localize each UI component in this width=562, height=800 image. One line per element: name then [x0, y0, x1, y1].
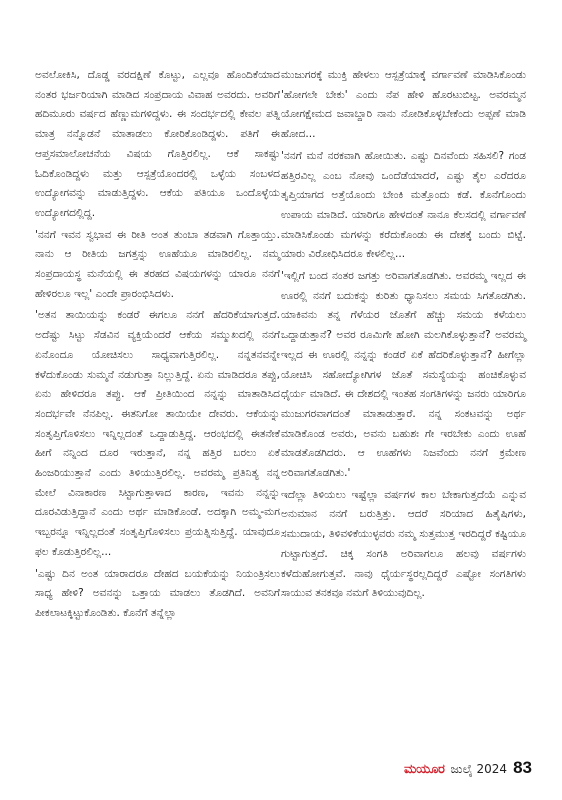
paragraph: 'ಅತನ ತಾಯಿಯನ್ನು ಕಂಡರೆ ಈಗಲೂ ನನಗೆ ಹೆದರಿಕೆಯಾಗುತ್ತದೆ. ಅದೆಷ್ಟು ಸಿಟ್ಟು ಸೆಡವಿನ ವ್ಯಕ್ತಿಯೆಂದರೆ ಆಕೆಯ ಸಮ್ಮುಖದಲ್ಲಿ ನನಗೆ ಏನೊಂದೂ ಯೋಚಿಸಲು ಸಾಧ್ಯವಾಗುತ್ತಿರಲಿಲ್ಲ. ನನ್ನತನವನ್ನೇ ಕಳೆದುಕೊಂಡು ಸುಮ್ಮನೆ ನಡುಗುತ್ತಾ ನಿಲ್ಲುತ್ತಿದ್ದೆ. ಏನು ಮಾಡಿದರೂ ತಪ್ಪು, ಏನು ಹೇಳಿದರೂ ತಪ್ಪು. ಆಕೆ ಪ್ರೀತಿಯಿಂದ ನನ್ನನ್ನು ಮಾತಾಡಿಸಿದ ಸಂದರ್ಭವೇ ನೆನಪಿಲ್ಲ. ಈತನಿಗೋ ತಾಯಿಯೇ ದೇವರು. ಆಕೆಯನ್ನು ಸಂತೃಪ್ತಿಗೊಳಿಸಲು ಇನ್ನಿಲ್ಲದಂತೆ ಒದ್ದಾಡುತ್ತಿದ್ದ. ಆರಂಭದಲ್ಲಿ ಈತನೇಕೆ ಹೀಗೆ ನನ್ನಿಂದ ದೂರ ಇರುತ್ತಾನೆ, ನನ್ನ ಹತ್ತಿರ ಬರಲು ಏಕೆ ಹಿಂಜರಿಯುತ್ತಾನೆ ಎಂದು ತಿಳಿಯುತ್ತಿರಲಿಲ್ಲ. ಅವರಮ್ಮ ಪ್ರತಿನಿತ್ಯ ನನ್ನ ಮೇಲೆ ವಿನಾಕಾರಣ ಸಿಟ್ಟಾಗುತ್ತಾಳಾದ ಕಾರಣ, ಇವನು ನನ್ನನ್ನು ದೂರವಿಡುತ್ತಿದ್ದಾನೆ ಎಂದು ಅರ್ಥ ಮಾಡಿಕೊಂಡೆ. ಅದಕ್ಕಾಗಿ ಅಮ್ಮ-ಮಗ ಇಬ್ಬರನ್ನೂ ಇನ್ನಿಲ್ಲದಂತೆ ಸಂತೃಪ್ತಿಗೊಳಿಸಲು ಪ್ರಯತ್ನಿಸುತ್ತಿದ್ದೆ. ಯಾವುದೂ ಫಲ ಕೊಡುತ್ತಿರಲಿಲ್ಲ... [35, 309, 280, 558]
article-right-column [281, 66, 526, 606]
page-footer [404, 758, 532, 778]
paragraph: 'ನನಗೆ ಮನೆ ನರಕವಾಗಿ ಹೋಯಿತು. ಎಷ್ಟು ದಿನವೆಂದು ಸಹಿಸಲಿ? ಗಂಡ ಹತ್ತಿರವಿಲ್ಲ ಎಂಬ ನೋವು ಒಂದೆಡೆಯಾದರೆ, ಎಷ್ಟು ತೈಲ ಎರೆದರೂ ತೃಪ್ತಿಯಾಗದ ಅತ್ತೆಯೊಂದು ಬೇಂಕಿ ಮತ್ತೊಂದು ಕಡೆ. ಕೊನೆಗೊಂದು ಉಪಾಯ ಮಾಡಿದೆ. ಯಾರಿಗೂ ಹೇಳದಂತೆ ನಾನೂ ಕೆಲಸದಲ್ಲಿ ವರ್ಗಾವಣೆ ಮಾಡಿಸಿಕೊಂಡು ಮಗಳನ್ನು ಕರೆದುಕೊಂಡು ಈ ದೇಶಕ್ಕೆ ಬಂದು ಬಿಟ್ಟೆ. ಯಾರು ವಿರೋಧಿಸಿದರೂ ಕೇಳಲಿಲ್ಲ... [281, 149, 526, 261]
paragraph: 'ಇಲ್ಲಿಗೆ ಬಂದ ನಂತರ ಜಗತ್ತು ಅರಿವಾಗತೊಡಗಿತು. ಅವರಮ್ಮ ಇಲ್ಲದ ಈ ಊರಲ್ಲಿ ನನಗೆ ಬದುಕನ್ನು ಕುರಿತು ಧ್ಯಾನಿಸಲು ಸಮಯ ಸಿಗತೊಡಗಿತು. ಯಾಕಿವನು ತನ್ನ ಗೆಳೆಯರ ಜೊತೆಗೆ ಹೆಚ್ಚು ಸಮಯ ಕಳೆಯಲು ಒದ್ದಾಡುತ್ತಾನೆ? ಅವರ ರೂಮಿಗೇ ಹೋಗಿ ಮಲಗಿಕೊಳ್ಳುತ್ತಾನೆ? ಅವರಮ್ಮ ಇಲ್ಲದ ಈ ಊರಲ್ಲಿ ನನ್ನನ್ನು ಕಂಡರೆ ಏಕೆ ಹೆದರಿಕೊಳ್ಳುತ್ತಾನೆ? ಹೀಗೆಲ್ಲಾ ಯೋಚಿಸಿ ಸಹೋದ್ಯೋಗಿಗಳ ಜೊತೆ ಸಮಸ್ಯೆಯನ್ನು ಹಂಚಿಕೊಳ್ಳುವ ಧೈರ್ಯ ಮಾಡಿದೆ. ಈ ದೇಶದಲ್ಲಿ ಇಂತಹ ಸಂಗತಿಗಳನ್ನು ಜನರು ಯಾರಿಗೂ ಮುಜುಗರವಾಗದಂತೆ ಮಾತಾಡುತ್ತಾರೆ. ನನ್ನ ಸಂಕಟವನ್ನು ಅರ್ಥ ಮಾಡಿಕೊಂಡ ಅವರು, ಅವನು ಬಹುಶಃ ಗೇ ಇರಬೇಕು ಎಂದು ಊಹೆ ಮಾಡತೊಡಗಿದರು. ಆ ಊಹೆಗಳು ನಿಜವೆಂದು ನನಗೆ ಕ್ರಮೇಣ ಅರಿವಾಗತೊಡಗಿತು.' [281, 270, 526, 480]
page-number: 83 [513, 758, 532, 777]
paragraph: ಮುಜುಗರಕ್ಕೆ ಮುಕ್ತಿ ಹೇಳಲು ಆಸ್ಪತ್ರೆಯಾಕ್ಕೆ ವರ್ಗಾವಣೆ ಮಾಡಿಸಿಕೊಂಡು 'ಹೋಗಲೇ ಬೇಕು' ಎಂದು ನೆಪ ಹೇಳಿ ಹೊರಟುಬಿಟ್ಟ. ಅವರಮ್ಮನ ಯೋಗಕ್ಷೇಮದ ಜವಾಬ್ದಾರಿ ನಾನು ನೋಡಿಕೊಳ್ಳಬೇಕೆಂದು ಅಪ್ಪಣೆ ಮಾಡಿ ಹೋದ... [281, 69, 526, 141]
paragraph: ಇದೆಲ್ಲಾ ತಿಳಿಯಲು ಇಷ್ಟೆಲ್ಲಾ ವರ್ಷಗಳ ಕಾಲ ಬೇಕಾಗುತ್ತದೆಯೆ ಎನ್ನುವ ಅನುಮಾನ ನನಗೆ ಬರುತ್ತಿತ್ತು. ಆದರೆ ಸರಿಯಾದ ಹಿತೈಷಿಗಳು, ಸಮುದಾಯ, ತಿಳಿವಳಿಕೆಯುಳ್ಳವರು ನಮ್ಮ ಸುತ್ತಮುತ್ತ ಇರದಿದ್ದರೆ ಕಷ್ಟಿಯೂ ಗುಟ್ಟಾಗುತ್ತದೆ. ಚಿಕ್ಕ ಸಂಗತಿ ಅರಿವಾಗಲೂ ಹಲವು ವರ್ಷಗಳು ಕಳೆದುಹೋಗುತ್ತವೆ. ನಾವು ಧೈರ್ಯಸ್ಥರಲ್ಲದಿದ್ದರೆ ಎಷ್ಟೋ ಸಂಗತಿಗಳು ಸಾಯುವ ತನಕವೂ ನಮಗೆ ತಿಳಿಯುವುದಿಲ್ಲ. [281, 488, 526, 600]
paragraph: ಅವಲೋಕಿಸಿ, ದೊಡ್ಡ ವರದಕ್ಷಿಣೆ ಕೊಟ್ಟು, ಎಲ್ಲವೂ ಹೊಂದಿಕೆಯಾದ ನಂತರ ಭರ್ಜರಿಯಾಗಿ ಮಾಡಿದ ಸಂಪ್ರದಾಯ ವಿವಾಹ ಅವರದು. ಅವರಿಗೆ ಹದಿಮೂರು ವರ್ಷದ ಹೆಣ್ಣುಮಗಳಿದ್ದಳು. ಈ ಸಂದರ್ಭದಲ್ಲಿ ಕೇವಲ ಪತ್ನಿ ಮಾತ್ರ ನನ್ನೊಡನೆ ಮಾತಾಡಲು ಕೋರಿಕೊಂಡಿದ್ದಳು. ಪತಿಗೆ ಈ ಆಪ್ತಸಮಾಲೋಚನೆಯ ವಿಷಯ ಗೊತ್ತಿರಲಿಲ್ಲ. ಆಕೆ ಸಾಕಷ್ಟು ಓದಿಕೊಂಡಿದ್ದಳು ಮತ್ತು ಆಸ್ಪತ್ರೆಯೊಂದರಲ್ಲಿ ಒಳ್ಳೆಯ ಸಂಬಳದ ಉದ್ಯೋಗವನ್ನು ಮಾಡುತ್ತಿದ್ದಳು. ಆಕೆಯ ಪತಿಯೂ ಒಂದೊಳ್ಳೆಯ ಉದ್ಯೋಗದಲ್ಲಿದ್ದ. [35, 69, 280, 219]
magazine-logo: ಮಯೂರ [404, 762, 445, 777]
paragraph: 'ಎಷ್ಟು ದಿನ ಅಂತ ಯಾರಾದರೂ ದೇಹದ ಬಯಕೆಯನ್ನು ನಿಯಂತ್ರಿಸಲು ಸಾಧ್ಯ ಹೇಳಿ? ಅವನನ್ನು ಒತ್ತಾಯ ಮಾಡಲು ತೊಡಗಿದೆ. ಅವನಿಗೆ ಪೀಕಲಾಟಕ್ಕಿಟ್ಟುಕೊಂಡಿತು. ಕೊನೆಗೆ ತನ್ನೆಲ್ಲಾ [35, 567, 280, 619]
paragraph: 'ನನಗೆ ಇವನ ಸ್ವಭಾವ ಈ ರೀತಿ ಅಂತ ತುಂಬಾ ತಡವಾಗಿ ಗೊತ್ತಾಯ್ತು. ನಾನು ಆ ರೀತಿಯ ಜಗತ್ತನ್ನು ಊಹೆಯೂ ಮಾಡಿರಲಿಲ್ಲ. ನಮ್ಮ ಸಂಪ್ರದಾಯಸ್ಥ ಮನೆಯಲ್ಲಿ ಈ ತರಹದ ವಿಷಯಗಳನ್ನು ಯಾರೂ ನನಗೆ ಹೇಳಿರಲೂ ಇಲ್ಲ' ಎಂದೇ ಪ್ರಾರಂಭಿಸಿದಳು. [35, 228, 280, 300]
article-left-column [35, 66, 280, 626]
issue-date: ಜುಲೈ 2024 [450, 762, 508, 776]
